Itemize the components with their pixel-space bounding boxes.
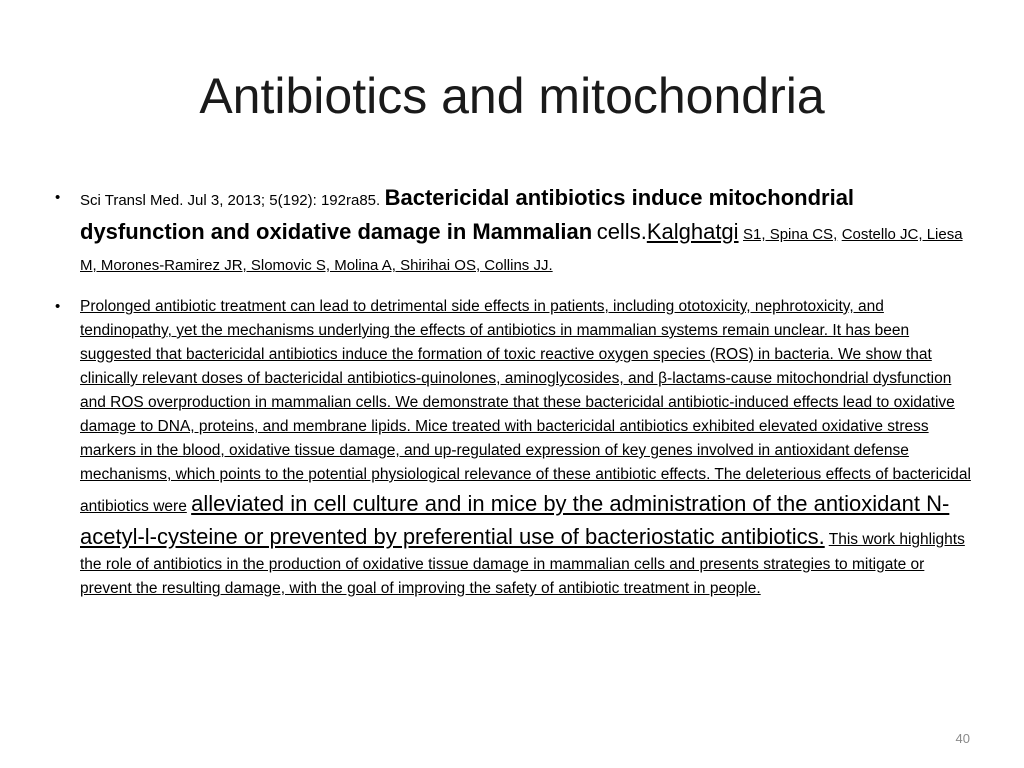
- article-title-end: cells.: [596, 219, 647, 244]
- first-author-link[interactable]: Kalghatgi: [646, 219, 739, 244]
- bullet-abstract: [55, 295, 975, 601]
- bullet-dot-icon: •: [55, 189, 61, 206]
- abstract-text-1[interactable]: Prolonged antibiotic treatment can lead to detrimental side effects in patients, including ototoxicity, nephrotoxicity, and tendinopathy, yet the mechanisms underlying the effects of antibiotics in mammalian systems remain unclear. It has been suggested that bactericidal antibiotics induce the formation of toxic reactive oxygen species (ROS) in bacteria. We show that clinically relevant doses of bactericidal antibiotics-quinolones, aminoglycosides, and β-lactams-cause mitochondrial dysfunction and ROS overproduction in mammalian cells. We demonstrate that these bactericidal antibiotic-induced effects lead to oxidative damage to DNA, proteins, and membrane lipids. Mice treated with bactericidal antibiotics exhibited elevated oxidative stress markers in the blood, oxidative tissue damage, and up-regulated expression of key genes involved in antioxidant defense mechanisms, which points to the potential physiological relevance of these antibiotic effects. The deleterious effects of bactericidal antibiotics were: [80, 298, 971, 515]
- bullet-dot-icon: •: [55, 298, 61, 315]
- slide-title: Antibiotics and mitochondria: [199, 68, 825, 124]
- bullet-reference: [55, 182, 975, 281]
- abstract-text-highlight[interactable]: alleviated in cell culture and in mice by the administration of the antioxidant N-acetyl-l-cysteine or prevented by preferential use of bacteriostatic antibiotics.: [80, 491, 950, 549]
- article-title: Bactericidal antibiotics induce mitochondrial dysfunction and oxidative damage in Mammalian: [80, 185, 855, 244]
- authors-link-b[interactable]: Costello JC, Liesa M, Morones-Ramirez JR, Slomovic S, Molina A, Shirihai OS, Collins JJ.: [80, 226, 963, 274]
- abstract-text-2[interactable]: This work highlights the role of antibiotics in the production of oxidative tissue damage in mammalian cells and presents strategies to mitigate or prevent the resulting damage, with the goal of improving the safety of antibiotic treatment in people.: [80, 531, 965, 597]
- citation: Sci Transl Med. Jul 3, 2013; 5(192): 192ra85.: [80, 192, 381, 209]
- authors-link-a[interactable]: S1, Spina CS,: [743, 226, 838, 243]
- page-number: 40: [955, 731, 970, 746]
- bullet-list: [55, 182, 975, 601]
